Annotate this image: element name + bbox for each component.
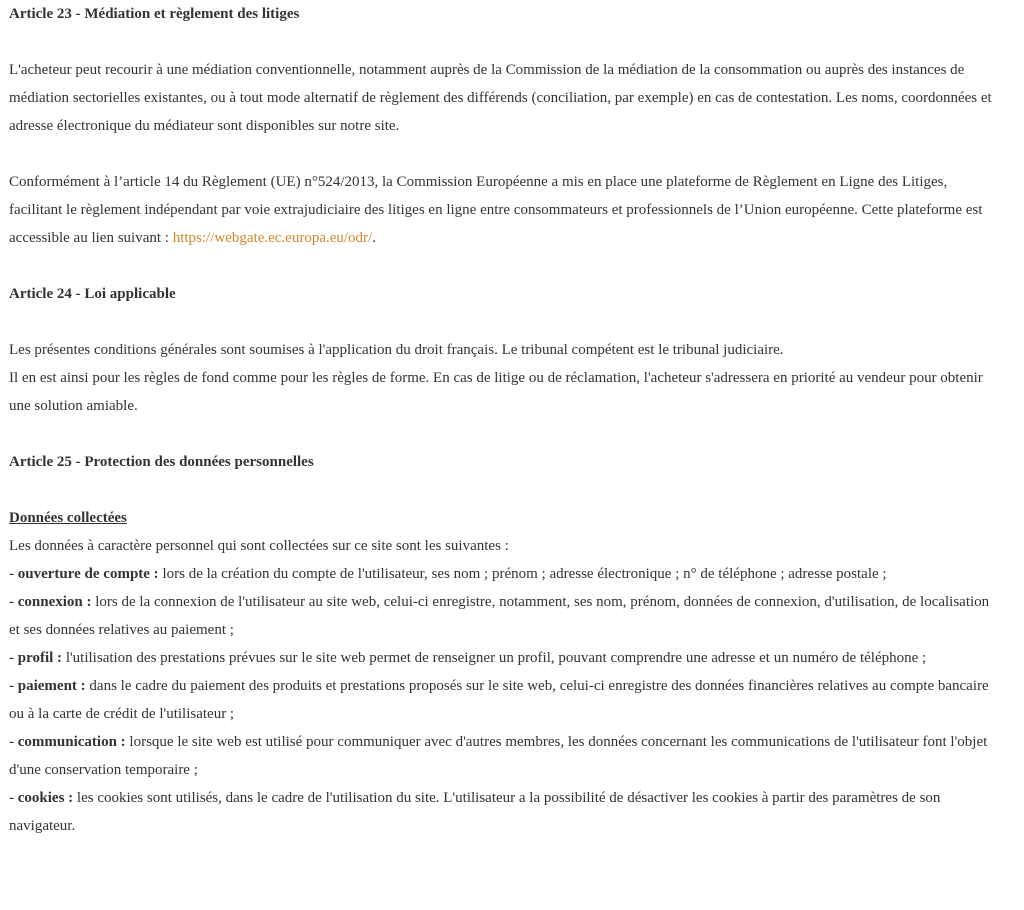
odr-platform-link[interactable]: https://webgate.ec.europa.eu/odr/	[172, 230, 373, 246]
article-25-title: Article 25 - Protection des données personnelles	[9, 454, 314, 470]
data-collected-subheading-line	[9, 504, 999, 532]
data-item-label: - connexion :	[9, 594, 92, 610]
data-item-connection	[9, 588, 999, 644]
odr-text: Conformément à l’article 14 du Règlement (UE) n°524/2013, la Commission Européenne a mis en place une plateforme de Règlement en Ligne des Litiges, facilitant le règlement indépendant par voie extrajudiciaire des litiges en ligne entre consommateurs et professionnels de l’Union européenne. Cette plateforme est accessible au lien suivant :	[9, 174, 983, 246]
data-item-text: lorsque le site web est utilisé pour communiquer avec d'autres membres, les données concernant les communications de l'utilisateur font l'objet d'une conservation temporaire ;	[9, 734, 988, 778]
spacer	[9, 28, 999, 56]
data-item-label: - profil :	[9, 650, 63, 666]
spacer	[9, 252, 999, 280]
spacer	[9, 420, 999, 448]
data-item-cookies	[9, 784, 999, 840]
data-item-text: dans le cadre du paiement des produits et prestations proposés sur le site web, celui-ci enregistre des données financières relatives au compte bancaire ou à la carte de crédit de l'utilisateur ;	[9, 678, 989, 722]
spacer	[9, 308, 999, 336]
odr-text-end: .	[372, 230, 376, 246]
data-item-text: l'utilisation des prestations prévues sur le site web permet de renseigner un profil, pouvant comprendre une adresse et un numéro de téléphone ;	[62, 650, 927, 666]
data-item-profile	[9, 644, 999, 672]
data-item-text: lors de la connexion de l'utilisateur au site web, celui-ci enregistre, notamment, ses nom, prénom, données de connexion, d'utilisation, de localisation et ses données relatives au paiement ;	[9, 594, 990, 638]
data-item-text: lors de la création du compte de l'utilisateur, ses nom ; prénom ; adresse électronique ; n° de téléphone ; adresse postale ;	[158, 566, 887, 582]
data-item-label: - paiement :	[9, 678, 86, 694]
data-item-payment	[9, 672, 999, 728]
article-23-title: Article 23 - Médiation et règlement des litiges	[9, 6, 300, 22]
article-24-line-2: Il en est ainsi pour les règles de fond comme pour les règles de forme. En cas de litige ou de réclamation, l'acheteur s'adressera en priorité au vendeur pour obtenir une solution amiable.	[9, 370, 983, 414]
data-collected-subheading: Données collectées	[9, 510, 127, 526]
data-collected-intro: Les données à caractère personnel qui sont collectées sur ce site sont les suivantes :	[9, 538, 509, 554]
data-item-text: les cookies sont utilisés, dans le cadre de l'utilisation du site. L'utilisateur a la possibilité de désactiver les cookies à partir des paramètres de son navigateur.	[9, 790, 941, 834]
spacer	[9, 140, 999, 168]
spacer	[9, 476, 999, 504]
data-item-account-opening	[9, 560, 999, 588]
article-23-paragraph-odr	[9, 168, 999, 252]
article-24-title: Article 24 - Loi applicable	[9, 286, 176, 302]
article-24-line-1: Les présentes conditions générales sont soumises à l'application du droit français. Le tribunal compétent est le tribunal judiciaire.	[9, 342, 784, 358]
data-item-label: - ouverture de compte :	[9, 566, 159, 582]
article-23-paragraph-mediation: L'acheteur peut recourir à une médiation conventionnelle, notamment auprès de la Commission de la médiation de la consommation ou auprès des instances de médiation sectorielles existantes, ou à tout mode alternatif de règlement des différends (conciliation, par exemple) en cas de contestation. Les noms, coordonnées et adresse électronique du médiateur sont disponibles sur notre site.	[9, 62, 992, 134]
data-item-label: - cookies :	[9, 790, 74, 806]
data-item-communication	[9, 728, 999, 784]
data-item-label: - communication :	[9, 734, 126, 750]
